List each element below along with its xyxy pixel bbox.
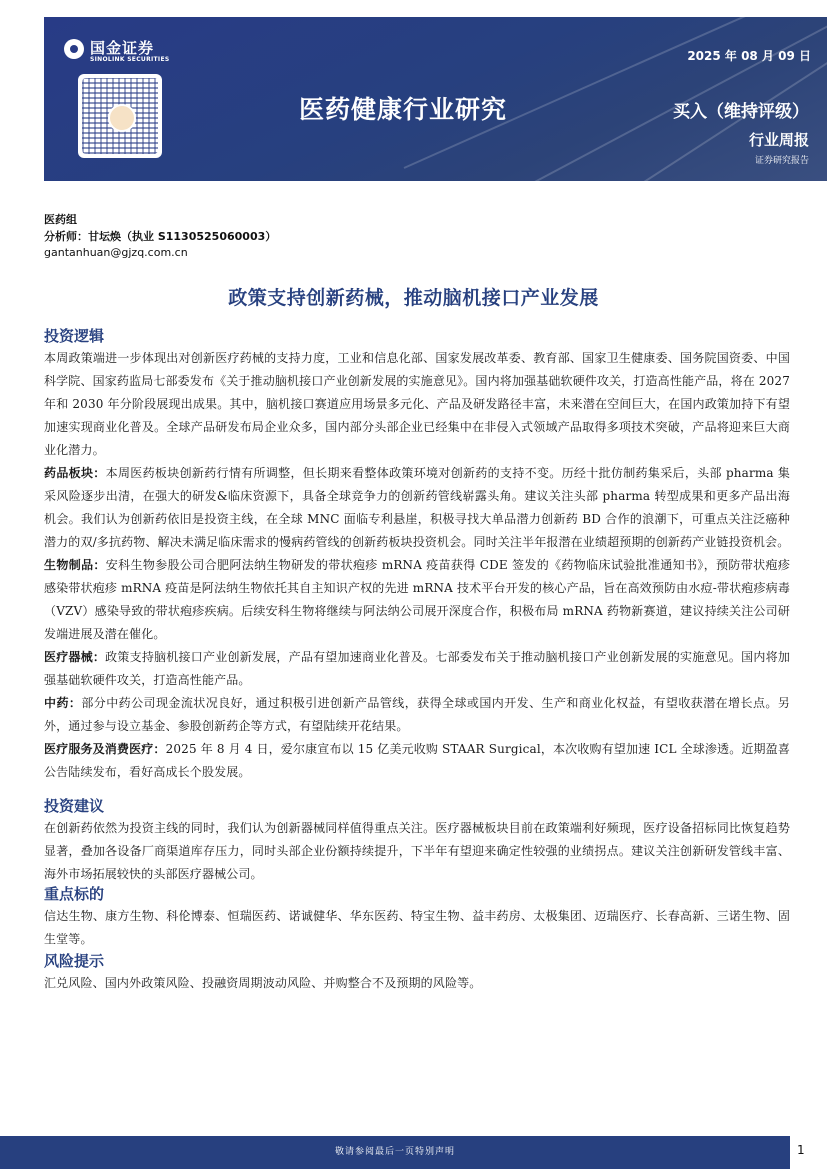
qr-code-icon [78, 74, 162, 158]
section-heading: 风险提示 [44, 952, 105, 970]
paragraph-devices [44, 646, 790, 692]
paragraph-intro: 本周政策端进一步体现出对创新医疗药械的支持力度，工业和信息化部、国家发展改革委、教育部、国家卫生健康委、国务院国资委、中国科学院、国家药监局七部委发布《关于推动脑机接口产业创新发展的实施意见》。国内将加强基础软硬件攻关，打造高性能产品，将在 2027 年和 2030 年分阶段展现出成果。其中，脑机接口赛道应用场景多元化、产品及研发路径丰富，未来潜在空间巨大，在国内政策加持下有望加速实现商业化普及。全球产品研发布局企业众多，国内部分头部企业已经集中在非侵入式领域产品取得多项技术突破，产品将迎来巨大商业化潜力。 [44, 351, 790, 457]
author-email[interactable]: gantanhuan@gjzq.com.cn [44, 246, 188, 259]
section-heading: 投资建议 [44, 797, 105, 815]
qr-code-pattern [82, 78, 158, 154]
report-title: 政策支持创新药械，推动脑机接口产业发展 [228, 287, 599, 309]
paragraph-text: 本周医药板块创新药行情有所调整，但长期来看整体政策环境对创新药的支持不变。历经十批仿制药集采后，头部 pharma 集采风险逐步出清，在强大的研发&临床资源下，具备全球竞争力的创新药管线崭露头角。建议关注头部 pharma 转型成果和更多产品出海机会。我们认为创新药依旧是投资主线，在全球 MNC 面临专利悬崖，积极寻找大单品潜力创新药 BD 合作的浪潮下，可重点关注泛癌种潜力的双/多抗药物、解决未满足临床需求的慢病药管线的创新药板块投资机会。同时关注半年报潜在业绩超预期的创新药产业链投资机会。 [44, 466, 790, 549]
report-subtype: 证券研究报告 [754, 156, 809, 166]
paragraph-text: 政策支持脑机接口产业创新发展，产品有望加速商业化普及。七部委发布关于推动脑机接口产业创新发展的实施意见。国内将加强基础软硬件攻关，打造高性能产品。 [44, 650, 790, 687]
paragraph-text: 2025 年 8 月 4 日，爱尔康宣布以 15 亿美元收购 STAAR Surgical，本次收购有望加速 ICL 全球渗透。近期盈喜公告陆续发布，看好高成长个股发展。 [44, 742, 790, 779]
section-investment-logic [44, 326, 790, 784]
qr-center-logo-icon [108, 104, 136, 132]
paragraph-text: 部分中药公司现金流状况良好，通过积极引进创新产品管线，获得全球或国内开发、生产和商业化权益，有望收获潜在增长点。另外，通过参与设立基金、参股创新药企等方式，有望陆续开花结果。 [44, 696, 791, 733]
report-category-title: 医药健康行业研究 [299, 95, 508, 124]
paragraph-pharma [44, 462, 790, 554]
paragraph-tcm [44, 692, 790, 738]
paragraph-targets: 信达生物、康方生物、科伦博泰、恒瑞医药、诺诚健华、华东医药、特宝生物、益丰药房、太极集团、迈瑞医疗、长春高新、三诺生物、固生堂等。 [44, 909, 790, 946]
paragraph-text: 安科生物参股公司合肥阿法纳生物研发的带状疱疹 mRNA 疫苗获得 CDE 签发的《药物临床试验批准通知书》，预防带状疱疹感染带状疱疹 mRNA 疫苗是阿法纳生物依托其自主知识产权的先进 mRNA 技术平台开发的核心产品，旨在高效预防由水痘-带状疱疹病毒（VZV）感染导致的带状疱疹疾病。后续安科生物将继续与阿法纳公司展开深度合作，积极布局 mRNA 药物新赛道，建议持续关注公司研发端进展及潜在催化。 [44, 558, 790, 641]
paragraph-risks: 汇兑风险、国内外政策风险、投融资周期波动风险、并购整合不及预期的风险等。 [44, 976, 482, 990]
author-analyst: 分析师：甘坛焕（执业 S1130525060003） [44, 230, 277, 243]
header-banner [44, 17, 827, 181]
paragraph-label: 生物制品： [44, 558, 106, 572]
section-heading: 投资逻辑 [44, 327, 105, 345]
paragraph-label: 中药： [44, 696, 82, 710]
author-group: 医药组 [44, 213, 77, 226]
page-number: 1 [797, 1143, 805, 1157]
paragraph-advice: 在创新药依然为投资主线的同时，我们认为创新器械同样值得重点关注。医疗器械板块目前在政策端利好频现，医疗设备招标同比恢复趋势显著，叠加各设备厂商渠道库存压力，同时头部企业份额持续提升，下半年有望迎来确定性较强的业绩拐点。建议关注创新研发管线丰富、海外市场拓展较快的头部医疗器械公司。 [44, 821, 790, 881]
footer-disclaimer: 敬请参阅最后一页特别声明 [0, 1136, 790, 1169]
section-risks [44, 951, 790, 995]
rating-label: 买入（维持评级） [673, 102, 809, 122]
company-logo-icon [64, 39, 84, 59]
company-name-en: SINOLINK SECURITIES [90, 56, 170, 63]
paragraph-biologics [44, 554, 790, 646]
section-key-targets [44, 884, 790, 951]
paragraph-label: 药品板块： [44, 466, 106, 480]
report-date: 2025 年 08 月 09 日 [687, 49, 811, 63]
company-name: 国金证券 [90, 39, 155, 57]
section-heading: 重点标的 [44, 885, 105, 903]
report-type: 行业周报 [748, 131, 809, 149]
section-investment-advice [44, 796, 790, 886]
paragraph-label: 医疗器械： [44, 650, 106, 664]
paragraph-services [44, 738, 790, 784]
paragraph-label: 医疗服务及消费医疗： [44, 742, 166, 756]
